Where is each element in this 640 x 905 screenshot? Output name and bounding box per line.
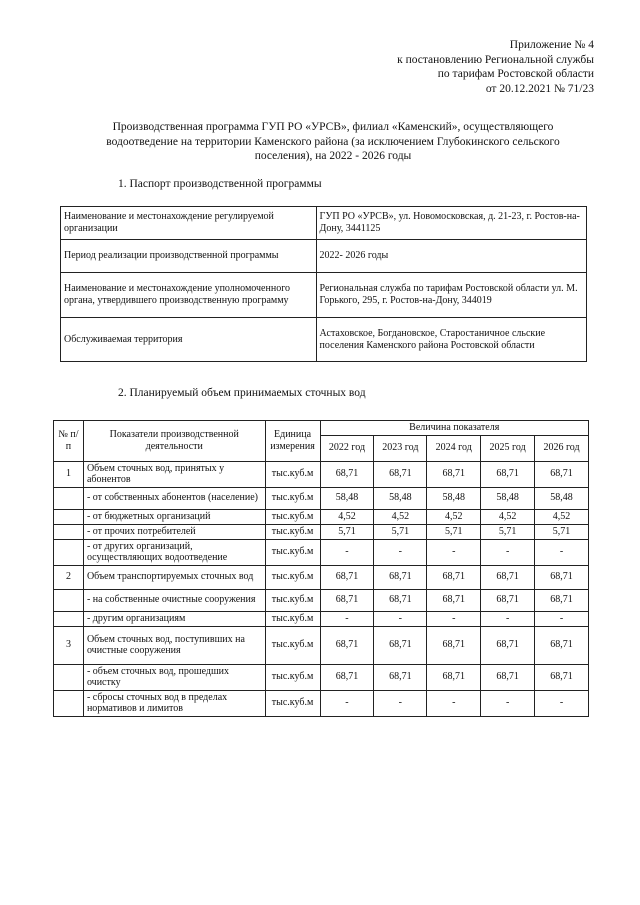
table-row <box>54 664 589 690</box>
row-value: - <box>535 539 589 565</box>
passport-table <box>60 206 587 362</box>
passport-label: Период реализации производственной программы <box>61 240 317 273</box>
table-row <box>54 626 589 664</box>
row-value: - <box>481 690 535 716</box>
title-line: Производственная программа ГУП РО «УРСВ», филиал «Каменский», осуществляющего <box>112 121 554 133</box>
header-unit: Единица измерения <box>265 421 320 462</box>
row-indicator: Объем транспортируемых сточных вод <box>83 565 265 589</box>
row-num <box>54 611 84 626</box>
row-value: 58,48 <box>320 487 374 509</box>
row-unit: тыс.куб.м <box>265 539 320 565</box>
row-value: - <box>427 611 481 626</box>
row-value: 68,71 <box>427 565 481 589</box>
row-value: 5,71 <box>320 524 374 539</box>
table-row <box>54 539 589 565</box>
appendix-line: к постановлению Региональной службы <box>397 53 594 66</box>
volume-table-body <box>54 461 589 716</box>
row-value: 68,71 <box>427 589 481 611</box>
row-indicator: - от прочих потребителей <box>83 524 265 539</box>
table-row <box>54 524 589 539</box>
row-value: - <box>481 611 535 626</box>
volume-table <box>53 420 589 717</box>
row-value: 68,71 <box>481 589 535 611</box>
passport-value: Региональная служба по тарифам Ростовской области ул. М. Горького, 295, г. Ростов-на-Дону, 344019 <box>316 273 586 318</box>
row-value: 68,71 <box>535 589 589 611</box>
header-num: № п/п <box>54 421 84 462</box>
row-indicator: - объем сточных вод, прошедших очистку <box>83 664 265 690</box>
row-indicator: Объем сточных вод, принятых у абонентов <box>83 461 265 487</box>
row-num <box>54 664 84 690</box>
row-indicator: - от бюджетных организаций <box>83 509 265 524</box>
row-num: 2 <box>54 565 84 589</box>
section-1-heading: 1. Паспорт производственной программы <box>118 178 322 190</box>
row-value: 68,71 <box>535 461 589 487</box>
row-value: 68,71 <box>320 664 374 690</box>
title-line: водоотведение на территории Каменского района (за исключением Глубокинского сельского <box>106 135 560 148</box>
row-value: - <box>374 539 427 565</box>
row-num <box>54 539 84 565</box>
row-value: 4,52 <box>481 509 535 524</box>
row-value: - <box>535 611 589 626</box>
row-value: - <box>320 690 374 716</box>
row-value: - <box>535 690 589 716</box>
header-year: 2025 год <box>481 435 535 461</box>
passport-row <box>61 318 587 362</box>
row-value: 4,52 <box>535 509 589 524</box>
row-value: - <box>320 539 374 565</box>
row-value: - <box>481 539 535 565</box>
row-value: 5,71 <box>374 524 427 539</box>
passport-row <box>61 273 587 318</box>
passport-value: ГУП РО «УРСВ», ул. Новомосковская, д. 21-23, г. Ростов-на-Дону, 3441125 <box>316 207 586 240</box>
passport-label: Наименование и местонахождение регулируемой организации <box>61 207 317 240</box>
row-unit: тыс.куб.м <box>265 461 320 487</box>
row-num <box>54 487 84 509</box>
row-num: 1 <box>54 461 84 487</box>
row-unit: тыс.куб.м <box>265 611 320 626</box>
row-indicator: - от других организаций, осуществляющих водоотведение <box>83 539 265 565</box>
row-value: - <box>374 611 427 626</box>
row-unit: тыс.куб.м <box>265 626 320 664</box>
table-row <box>54 690 589 716</box>
row-value: 68,71 <box>535 626 589 664</box>
row-value: 68,71 <box>320 589 374 611</box>
row-value: 58,48 <box>427 487 481 509</box>
passport-label: Наименование и местонахождение уполномоченного органа, утвердившего производственную программу <box>61 273 317 318</box>
row-unit: тыс.куб.м <box>265 565 320 589</box>
row-unit: тыс.куб.м <box>265 487 320 509</box>
appendix-line: Приложение № 4 <box>509 39 594 51</box>
row-num <box>54 509 84 524</box>
row-value: - <box>320 611 374 626</box>
appendix-line: по тарифам Ростовской области <box>437 68 594 80</box>
row-value: 68,71 <box>481 565 535 589</box>
row-value: 5,71 <box>481 524 535 539</box>
row-value: 5,71 <box>427 524 481 539</box>
header-year: 2026 год <box>535 435 589 461</box>
table-row <box>54 565 589 589</box>
row-unit: тыс.куб.м <box>265 524 320 539</box>
row-indicator: - от собственных абонентов (население) <box>83 487 265 509</box>
row-unit: тыс.куб.м <box>265 509 320 524</box>
row-value: 68,71 <box>481 626 535 664</box>
table-row <box>54 487 589 509</box>
row-value: - <box>427 690 481 716</box>
header-year: 2023 год <box>374 435 427 461</box>
row-indicator: Объем сточных вод, поступивших на очистные сооружения <box>83 626 265 664</box>
header-row <box>54 421 589 436</box>
appendix-reference <box>397 38 594 96</box>
row-value: 68,71 <box>320 626 374 664</box>
row-unit: тыс.куб.м <box>265 589 320 611</box>
passport-row <box>61 207 587 240</box>
row-value: 68,71 <box>427 664 481 690</box>
section-2-heading: 2. Планируемый объем принимаемых сточных вод <box>118 387 366 399</box>
row-value: 4,52 <box>320 509 374 524</box>
row-num <box>54 690 84 716</box>
row-value: 68,71 <box>481 461 535 487</box>
row-value: 68,71 <box>374 461 427 487</box>
row-num: 3 <box>54 626 84 664</box>
table-row <box>54 461 589 487</box>
passport-label: Обслуживаемая территория <box>61 318 317 362</box>
appendix-line: от 20.12.2021 № 71/23 <box>485 82 594 95</box>
row-num <box>54 589 84 611</box>
header-indicator: Показатели производственной деятельности <box>83 421 265 462</box>
row-indicator: - сбросы сточных вод в пределах нормативов и лимитов <box>83 690 265 716</box>
document-title <box>76 120 590 164</box>
header-year: 2022 год <box>320 435 374 461</box>
table-row <box>54 611 589 626</box>
header-value-group: Величина показателя <box>320 421 588 436</box>
row-value: 68,71 <box>374 664 427 690</box>
title-line: поселения), на 2022 - 2026 годы <box>254 150 412 162</box>
row-value: 4,52 <box>374 509 427 524</box>
row-value: 68,71 <box>481 664 535 690</box>
row-value: 68,71 <box>320 461 374 487</box>
row-value: 5,71 <box>535 524 589 539</box>
row-unit: тыс.куб.м <box>265 664 320 690</box>
passport-value: Астаховское, Богдановское, Старостаничное сльские поселения Каменского района Ростовской области <box>316 318 586 362</box>
row-indicator: - другим организациям <box>83 611 265 626</box>
row-value: 68,71 <box>374 626 427 664</box>
row-value: 68,71 <box>427 461 481 487</box>
row-value: 58,48 <box>535 487 589 509</box>
row-value: 58,48 <box>374 487 427 509</box>
table-row <box>54 589 589 611</box>
row-unit: тыс.куб.м <box>265 690 320 716</box>
passport-row <box>61 240 587 273</box>
row-value: 58,48 <box>481 487 535 509</box>
row-value: 68,71 <box>427 626 481 664</box>
row-value: 68,71 <box>535 664 589 690</box>
row-num <box>54 524 84 539</box>
header-year: 2024 год <box>427 435 481 461</box>
row-value: 68,71 <box>374 565 427 589</box>
row-value: 68,71 <box>535 565 589 589</box>
passport-value: 2022- 2026 годы <box>316 240 586 273</box>
row-value: 68,71 <box>374 589 427 611</box>
table-row <box>54 509 589 524</box>
row-indicator: - на собственные очистные сооружения <box>83 589 265 611</box>
row-value: - <box>427 539 481 565</box>
row-value: 4,52 <box>427 509 481 524</box>
row-value: 68,71 <box>320 565 374 589</box>
row-value: - <box>374 690 427 716</box>
